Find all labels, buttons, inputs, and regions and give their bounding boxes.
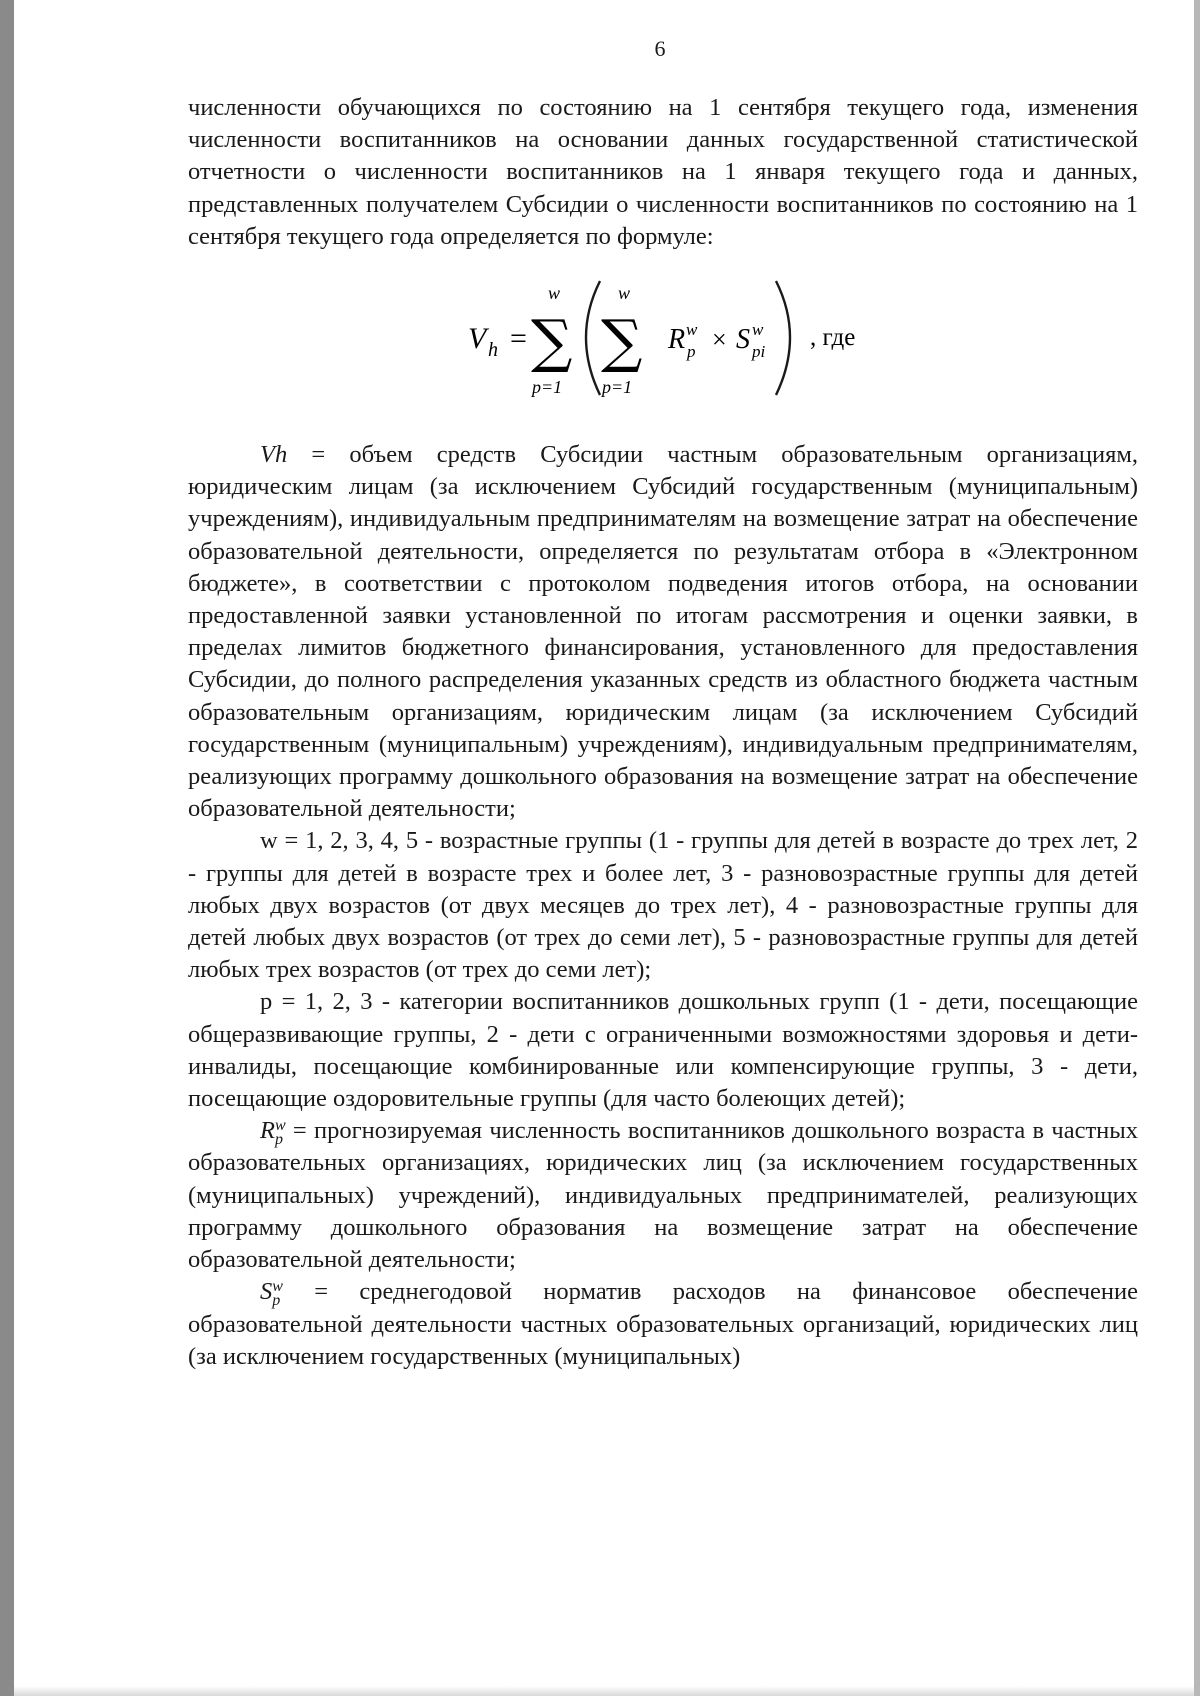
formula-r-sub: p [687, 342, 696, 362]
definition-spw-sub: p [272, 1291, 281, 1309]
formula-s: S [736, 324, 750, 356]
formula-s-sup: w [752, 320, 764, 340]
page-content [188, 92, 1138, 1373]
scan-edge-right [1194, 0, 1200, 1696]
outer-sum-symbol: ∑ [531, 307, 573, 376]
definition-rpw-text: = прогнозируемая численность воспитанников дошкольного возраста в частных образовательных организациях, юридических лиц (за исключением государственных (муниципальных) учреждений), индивидуальных предпринимателей, реализующих программу дошкольного образования на возмещение затрат на обеспечение образовательной деятельности; [188, 1117, 1138, 1274]
formula-where: , где [810, 324, 856, 352]
formula-r-sup: w [686, 320, 698, 340]
formula-r: R [668, 324, 686, 356]
intro-paragraph: численности обучающихся по состоянию на 1 сентября текущего года, изменения численности воспитанников на основании данных государственной статистической отчетности о численности воспитанников на 1 января текущего года и данных, представленных получателем Субсидии о численности воспитанников по состоянию на 1 сентября текущего года определяется по формуле: [188, 94, 1138, 250]
inner-sum-lower-limit: p=1 [602, 377, 633, 398]
definition-spw-scripts [272, 1277, 283, 1309]
outer-sum-lower-limit: p=1 [532, 377, 563, 398]
definition-w: w = 1, 2, 3, 4, 5 - возрастные группы (1 - группы для детей в возрасте до трех лет, 2 - группы для детей в возрасте трех и более лет, 3 - разновозрастные группы для детей любых двух возрастов (от двух месяцев до трех лет), 4 - разновозрастные группы для детей любых двух возрастов (от трех до семи лет), 5 - разновозрастные группы для детей любых трех возрастов (от трех до семи лет); [188, 827, 1138, 984]
definition-p: p = 1, 2, 3 - категории воспитанников дошкольных групп (1 - дети, посещающие общеразвивающие группы, 2 - дети с ограниченными возможностями здоровья и дети-инвалиды, посещающие комбинированные или компенсирующие группы, 3 - дети, посещающие оздоровительные группы (для часто болеющих детей); [188, 988, 1138, 1113]
definition-vh-symbol: Vh [260, 441, 288, 469]
definition-spw-text: = среднегодовой норматив расходов на финансовое обеспечение образовательной деятельности частных образовательных организаций, юридических лиц (за исключением государственных (муниципальных) [188, 1278, 1138, 1370]
formula-lhs: V [468, 322, 487, 356]
definition-spw [188, 1276, 1138, 1373]
formula-lhs-subscript: h [488, 339, 498, 362]
definition-rpw-scripts [274, 1116, 286, 1148]
definition-spw-symbol: S [260, 1278, 273, 1306]
inner-sum-upper-limit: w [618, 283, 631, 304]
scan-edge-bottom [14, 1686, 1194, 1696]
formula-svg [468, 273, 888, 405]
formula-s-sub: pi [752, 342, 766, 362]
left-paren [586, 281, 600, 395]
definition-spw-sup: w [272, 1277, 283, 1295]
inner-sum-symbol: ∑ [601, 307, 643, 376]
right-paren [776, 281, 790, 395]
outer-sum-upper-limit: w [548, 283, 561, 304]
definition-vh [188, 439, 1138, 825]
scan-edge-left [0, 0, 14, 1696]
definition-rpw-sub: p [274, 1130, 283, 1148]
page-number: 6 [654, 36, 666, 61]
formula-times: × [712, 325, 727, 355]
definition-rpw [188, 1115, 1138, 1276]
formula-equals: = [510, 322, 527, 356]
definition-vh-text: = объем средств Субсидии частным образовательным организациям, юридическим лицам (за исключением Субсидий государственным (муниципальным) учреждениям), индивидуальным предпринимателям на возмещение затрат на обеспечение образовательной деятельности, определяется по результатам отбора в «Электронном бюджете», в соответствии с протоколом подведения итогов отбора, на основании предоставленной заявки установленной по итогам рассмотрения и оценки заявки, в пределах лимитов бюджетного финансирования, установленного для предоставления Субсидии, до полного распределения указанных средств из областного бюджета частным образовательным организациям, юридическим лицам (за исключением Субсидий государственным (муниципальным) учреждениям), индивидуальным предпринимателям, реализующих программу дошкольного образования на возмещение затрат на обеспечение образовательной деятельности; [188, 441, 1138, 823]
definition-rpw-sup: w [274, 1116, 286, 1134]
definition-rpw-symbol: R [260, 1117, 275, 1145]
formula-block [188, 273, 1138, 405]
